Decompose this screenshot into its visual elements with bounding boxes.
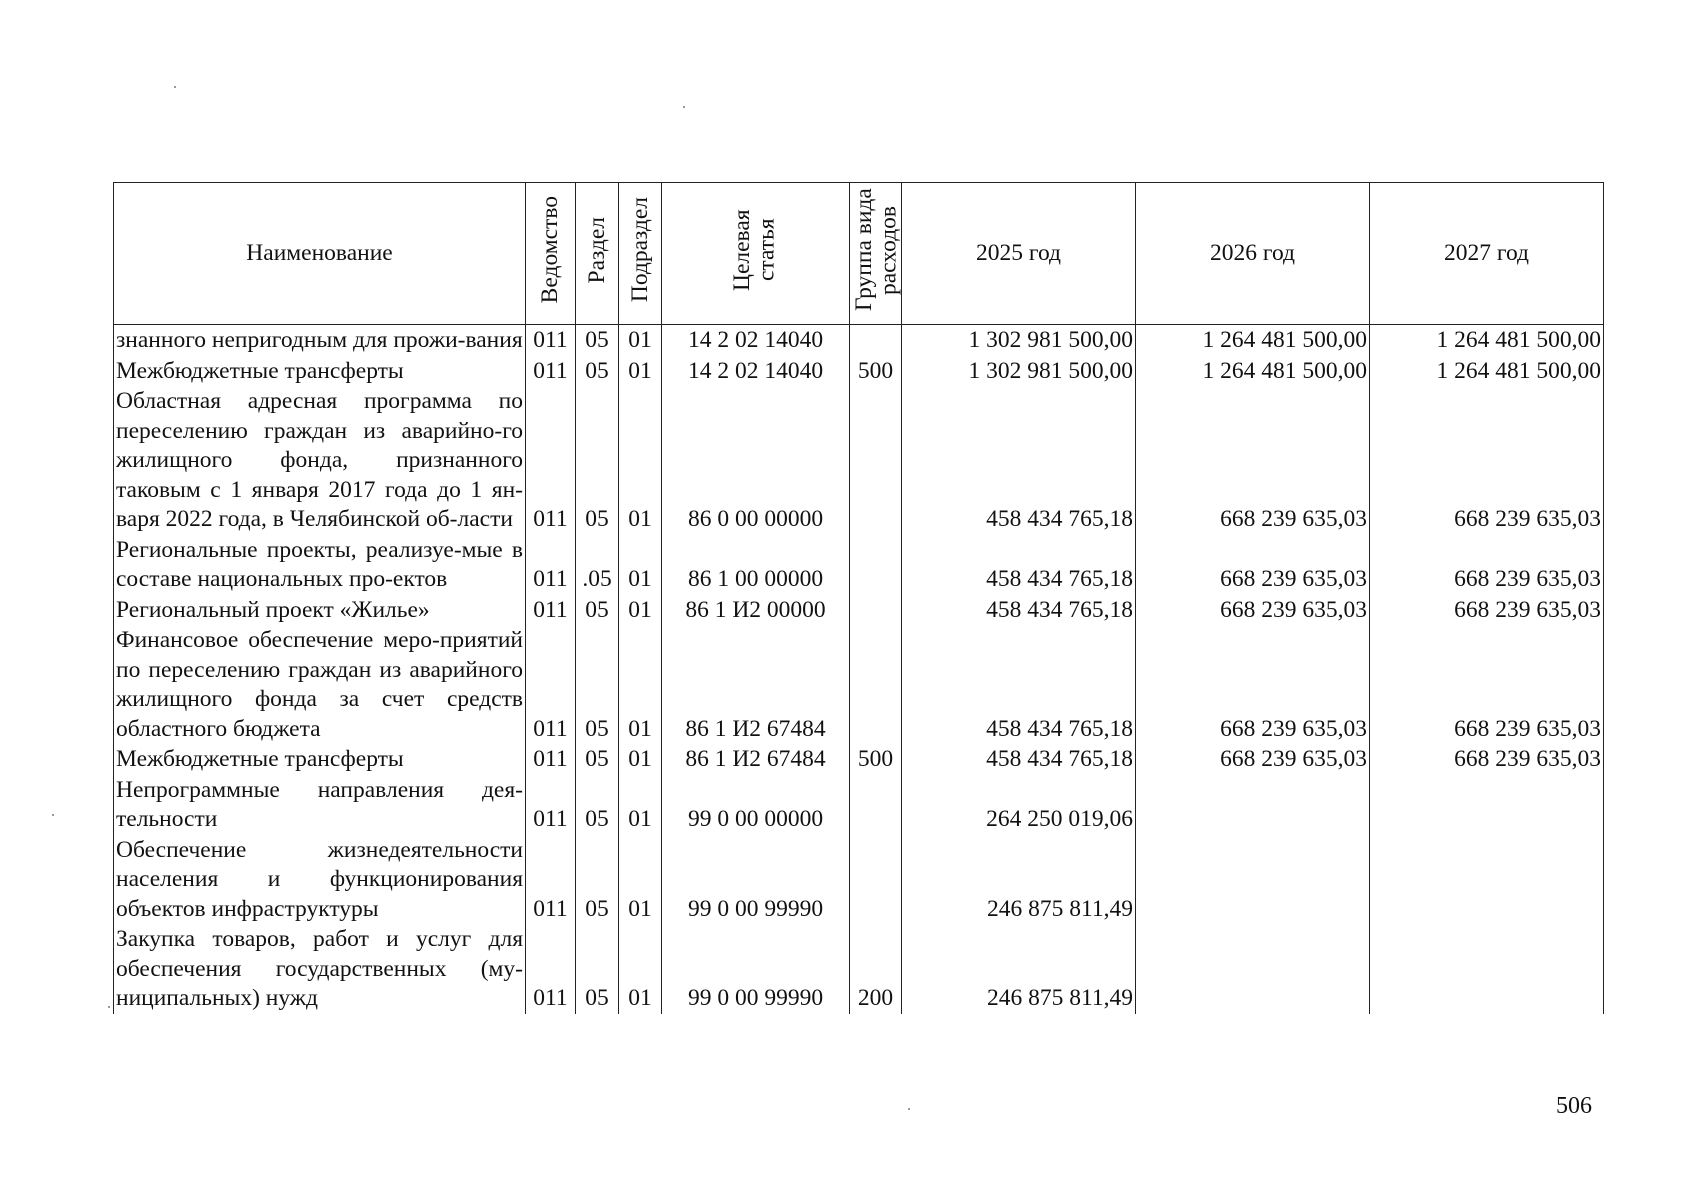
row-amount-2027 <box>1370 775 1604 835</box>
row-amount-2026: 668 239 635,03 <box>1136 386 1370 535</box>
row-target-item: 14 2 02 14040 <box>662 325 850 356</box>
row-target-item: 86 1 00 00000 <box>662 535 850 595</box>
row-expense-group <box>850 625 902 744</box>
scan-speck <box>908 1108 910 1110</box>
table-row <box>114 356 1604 387</box>
row-amount-2027: 668 239 635,03 <box>1370 386 1604 535</box>
row-amount-2026: 1 264 481 500,00 <box>1136 325 1370 356</box>
row-subsection: 01 <box>619 595 662 626</box>
row-section: 05 <box>576 924 619 1014</box>
table-row <box>114 595 1604 626</box>
scan-speck <box>174 86 176 88</box>
row-expense-group: 500 <box>850 744 902 775</box>
table-header <box>114 183 1604 325</box>
row-expense-group: 200 <box>850 924 902 1014</box>
row-amount-2027 <box>1370 835 1604 925</box>
scan-speck <box>683 106 685 108</box>
row-amount-2026 <box>1136 924 1370 1014</box>
row-name: Межбюджетные трансферты <box>114 744 526 775</box>
row-subsection: 01 <box>619 835 662 925</box>
row-section: 05 <box>576 744 619 775</box>
row-amount-2027: 1 264 481 500,00 <box>1370 356 1604 387</box>
table-row <box>114 744 1604 775</box>
row-amount-2025: 246 875 811,49 <box>902 835 1136 925</box>
row-section: .05 <box>576 535 619 595</box>
row-department: 011 <box>526 775 576 835</box>
row-amount-2027: 1 264 481 500,00 <box>1370 325 1604 356</box>
row-amount-2027: 668 239 635,03 <box>1370 535 1604 595</box>
row-name: Региональные проекты, реализуе-мые в составе национальных про-ектов <box>114 535 526 595</box>
row-target-item: 99 0 00 99990 <box>662 835 850 925</box>
row-amount-2025: 458 434 765,18 <box>902 595 1136 626</box>
row-name: Областная адресная программа по переселению граждан из аварийно-го жилищного фонда, признанного таковым с 1 января 2017 года до 1 ян-варя 2022 года, в Челябинской об-ласти <box>114 386 526 535</box>
table-row <box>114 775 1604 835</box>
row-expense-group <box>850 386 902 535</box>
row-section: 05 <box>576 325 619 356</box>
row-subsection: 01 <box>619 625 662 744</box>
row-name: Обеспечение жизнедеятельности населения и функционирования объектов инфраструктуры <box>114 835 526 925</box>
row-department: 011 <box>526 924 576 1014</box>
row-subsection: 01 <box>619 386 662 535</box>
row-amount-2025: 458 434 765,18 <box>902 625 1136 744</box>
row-amount-2026: 668 239 635,03 <box>1136 535 1370 595</box>
row-section: 05 <box>576 386 619 535</box>
row-department: 011 <box>526 356 576 387</box>
row-amount-2027: 668 239 635,03 <box>1370 625 1604 744</box>
row-amount-2025: 1 302 981 500,00 <box>902 356 1136 387</box>
table-row <box>114 835 1604 925</box>
table-row <box>114 325 1604 356</box>
row-amount-2025: 1 302 981 500,00 <box>902 325 1136 356</box>
row-target-item: 99 0 00 00000 <box>662 775 850 835</box>
row-department: 011 <box>526 835 576 925</box>
table-row <box>114 625 1604 744</box>
row-amount-2026: 1 264 481 500,00 <box>1136 356 1370 387</box>
row-name: знанного непригодным для прожи-вания <box>114 325 526 356</box>
row-section: 05 <box>576 356 619 387</box>
row-amount-2025: 458 434 765,18 <box>902 744 1136 775</box>
row-name: Закупка товаров, работ и услуг для обеспечения государственных (му-ниципальных) нужд <box>114 924 526 1014</box>
row-amount-2026 <box>1136 835 1370 925</box>
row-subsection: 01 <box>619 924 662 1014</box>
header-2025: 2025 год <box>902 183 1136 325</box>
row-amount-2025: 264 250 019,06 <box>902 775 1136 835</box>
row-section: 05 <box>576 595 619 626</box>
row-subsection: 01 <box>619 775 662 835</box>
table-body <box>114 325 1604 1014</box>
header-section: Раздел <box>576 183 619 325</box>
header-2026: 2026 год <box>1136 183 1370 325</box>
header-target-item: Целевая статья <box>662 183 850 325</box>
row-amount-2027 <box>1370 924 1604 1014</box>
row-amount-2026: 668 239 635,03 <box>1136 625 1370 744</box>
row-target-item: 86 1 И2 67484 <box>662 625 850 744</box>
table-row <box>114 386 1604 535</box>
row-name: Непрограммные направления дея-тельности <box>114 775 526 835</box>
row-name: Финансовое обеспечение меро-приятий по переселению граждан из аварийного жилищного фонда за счет средств областного бюджета <box>114 625 526 744</box>
row-target-item: 86 1 И2 67484 <box>662 744 850 775</box>
row-section: 05 <box>576 625 619 744</box>
row-department: 011 <box>526 744 576 775</box>
header-2027: 2027 год <box>1370 183 1604 325</box>
row-subsection: 01 <box>619 744 662 775</box>
row-department: 011 <box>526 595 576 626</box>
row-target-item: 86 0 00 00000 <box>662 386 850 535</box>
row-expense-group <box>850 835 902 925</box>
row-amount-2027: 668 239 635,03 <box>1370 595 1604 626</box>
row-amount-2026 <box>1136 775 1370 835</box>
row-target-item: 86 1 И2 00000 <box>662 595 850 626</box>
row-section: 05 <box>576 775 619 835</box>
row-section: 05 <box>576 835 619 925</box>
row-amount-2026: 668 239 635,03 <box>1136 595 1370 626</box>
row-amount-2026: 668 239 635,03 <box>1136 744 1370 775</box>
row-subsection: 01 <box>619 356 662 387</box>
table-row <box>114 924 1604 1014</box>
row-target-item: 14 2 02 14040 <box>662 356 850 387</box>
row-target-item: 99 0 00 99990 <box>662 924 850 1014</box>
row-expense-group <box>850 325 902 356</box>
row-name: Межбюджетные трансферты <box>114 356 526 387</box>
row-amount-2027: 668 239 635,03 <box>1370 744 1604 775</box>
header-department: Ведомство <box>526 183 576 325</box>
row-subsection: 01 <box>619 325 662 356</box>
row-department: 011 <box>526 535 576 595</box>
header-name: Наименование <box>114 183 526 325</box>
row-department: 011 <box>526 386 576 535</box>
row-expense-group <box>850 595 902 626</box>
row-expense-group <box>850 775 902 835</box>
scan-speck <box>52 814 54 816</box>
row-expense-group: 500 <box>850 356 902 387</box>
header-subsection: Подраздел <box>619 183 662 325</box>
row-expense-group <box>850 535 902 595</box>
row-amount-2025: 246 875 811,49 <box>902 924 1136 1014</box>
page-number: 506 <box>1556 1093 1592 1119</box>
row-department: 011 <box>526 625 576 744</box>
table-row <box>114 535 1604 595</box>
row-amount-2025: 458 434 765,18 <box>902 386 1136 535</box>
row-amount-2025: 458 434 765,18 <box>902 535 1136 595</box>
budget-table <box>113 182 1604 1014</box>
scan-speck <box>108 1006 110 1008</box>
row-subsection: 01 <box>619 535 662 595</box>
header-expense-group: Группа вида расходов <box>850 183 902 325</box>
row-name: Региональный проект «Жилье» <box>114 595 526 626</box>
row-department: 011 <box>526 325 576 356</box>
